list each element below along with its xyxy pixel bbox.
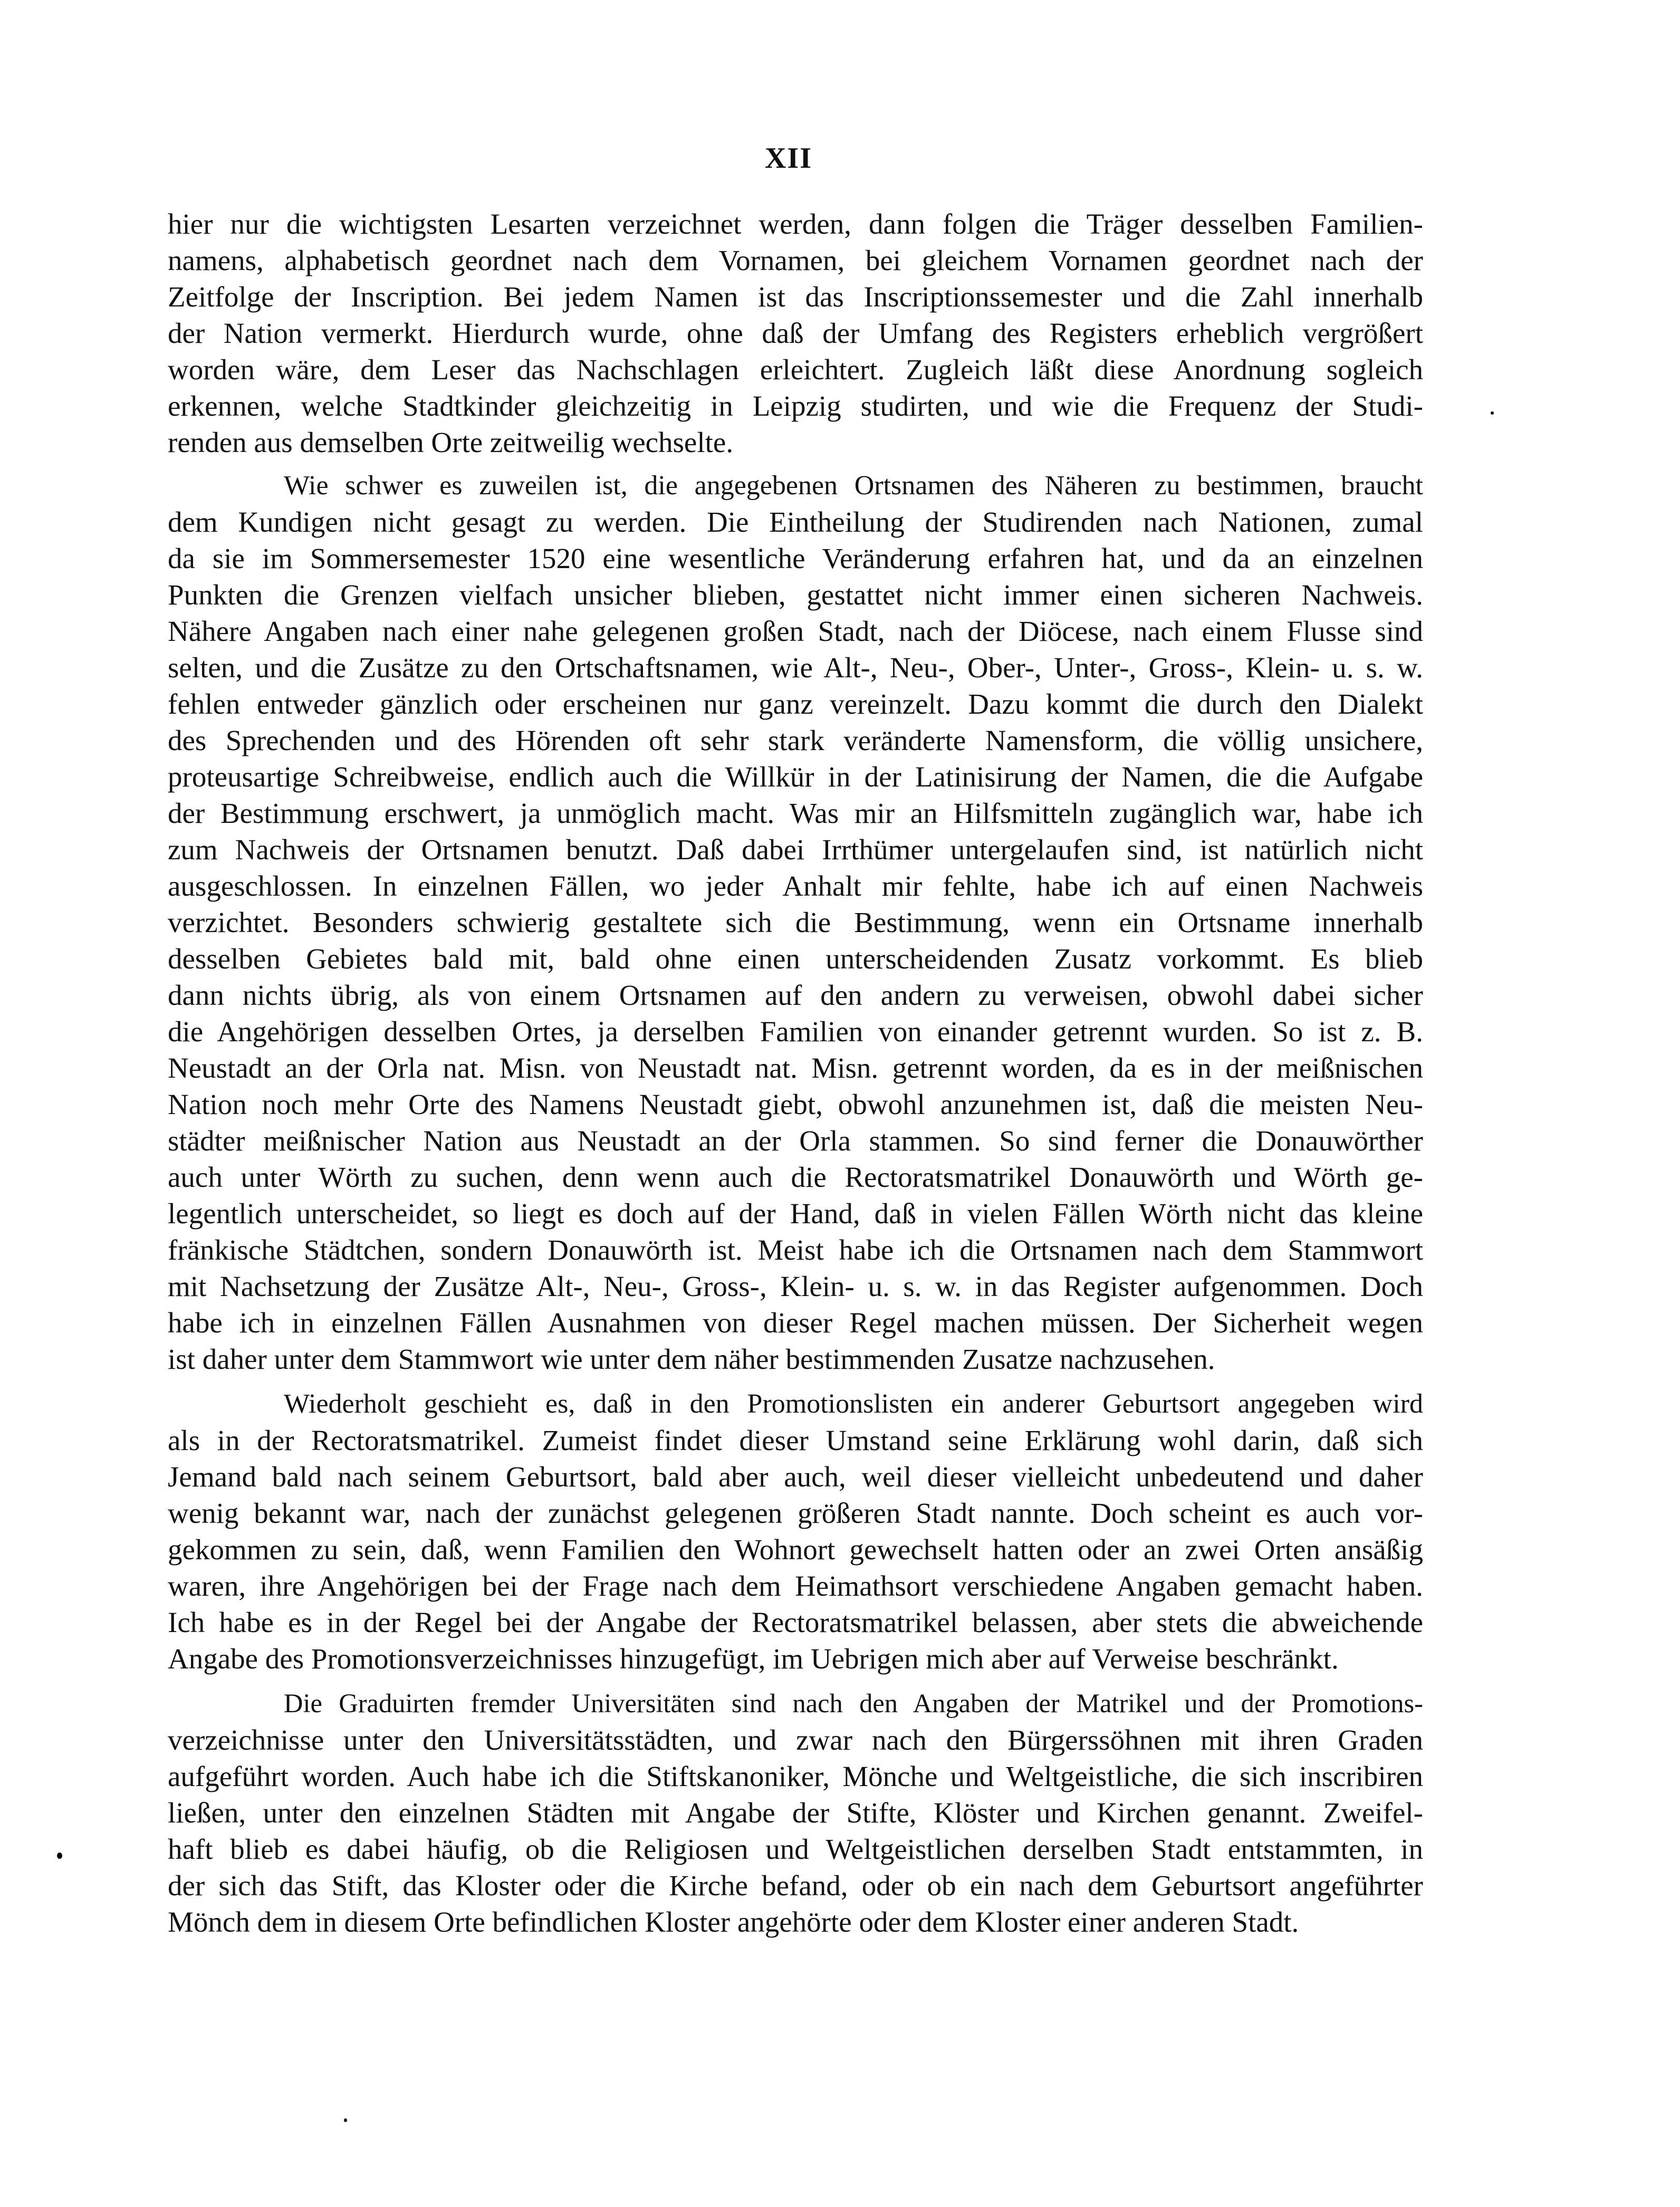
scan-speck [57, 1853, 62, 1859]
text-line: ausgeschlossen. In einzelnen Fällen, wo jeder Anhalt mir fehlte, habe ich auf einen Nachweis [168, 870, 1423, 902]
text-line: worden wäre, dem Leser das Nachschlagen erleichtert. Zugleich läßt diese Anordnung sogleich [168, 353, 1423, 386]
text-line: Mönch dem in diesem Orte befindlichen Kloster angehörte oder dem Kloster einer anderen Stadt. [168, 1906, 1299, 1938]
text-line: ließen, unter den einzelnen Städten mit Angabe der Stifte, Klöster und Kirchen genannt. Zweifel- [168, 1797, 1423, 1829]
text-line: Jemand bald nach seinem Geburtsort, bald aber auch, weil dieser vielleicht unbedeutend und daher [168, 1461, 1423, 1493]
text-line: erkennen, welche Stadtkinder gleichzeitig in Leipzig studirten, und wie die Frequenz der Studi- [168, 390, 1423, 422]
text-line: der Nation vermerkt. Hierdurch wurde, ohne daß der Umfang des Registers erheblich vergrößert [168, 317, 1423, 349]
text-line: Angabe des Promotionsverzeichnisses hinzugefügt, im Uebrigen mich aber auf Verweise beschränkt. [168, 1643, 1339, 1675]
text-line: Zeitfolge der Inscription. Bei jedem Namen ist das Inscriptionssemester und die Zahl innerhalb [168, 281, 1423, 313]
text-line: Neustadt an der Orla nat. Misn. von Neustadt nat. Misn. getrennt worden, da es in der meißnischen [168, 1052, 1423, 1084]
text-line: gekommen zu sein, daß, wenn Familien den Wohnort gewechselt hatten oder an zwei Orten ansäßig [168, 1533, 1423, 1566]
text-line: des Sprechenden und des Hörenden oft sehr stark veränderte Namensform, die völlig unsichere, [168, 724, 1423, 756]
text-line: Punkten die Grenzen vielfach unsicher blieben, gestattet nicht immer einen sicheren Nachweis. [168, 579, 1423, 611]
text-line: renden aus demselben Orte zeitweilig wechselte. [168, 426, 734, 458]
text-line: auch unter Wörth zu suchen, denn wenn auch die Rectoratsmatrikel Donauwörth und Wörth ge- [168, 1161, 1423, 1193]
text-line: mit Nachsetzung der Zusätze Alt-, Neu-, Gross-, Klein- u. s. w. in das Register aufgenommen. Doch [168, 1270, 1423, 1302]
paragraph [168, 467, 1423, 1377]
text-line: verzichtet. Besonders schwierig gestaltete sich die Bestimmung, wenn ein Ortsname innerhalb [168, 906, 1423, 938]
body-text [168, 206, 1423, 1947]
text-line: dann nichts übrig, als von einem Ortsnamen auf den andern zu verweisen, obwohl dabei sicher [168, 979, 1423, 1011]
text-line: selten, und die Zusätze zu den Ortschaftsnamen, wie Alt-, Neu-, Ober-, Unter-, Gross-, Klein- u. s. w. [168, 651, 1423, 684]
text-line: fränkische Städtchen, sondern Donauwörth ist. Meist habe ich die Ortsnamen nach dem Stammwort [168, 1234, 1423, 1266]
text-line: verzeichnisse unter den Universitätsstädten, und zwar nach den Bürgerssöhnen mit ihren Graden [168, 1724, 1423, 1756]
paragraph [168, 1386, 1423, 1677]
text-line: die Angehörigen desselben Ortes, ja derselben Familien von einander getrennt wurden. So ist z. B. [168, 1015, 1423, 1048]
text-line: da sie im Sommersemester 1520 eine wesentliche Veränderung erfahren hat, und da an einzelnen [168, 542, 1423, 574]
text-line: wenig bekannt war, nach der zunächst gelegenen größeren Stadt nannte. Doch scheint es auch vor- [168, 1497, 1423, 1529]
text-line: haft blieb es dabei häufig, ob die Religiosen und Weltgeistlichen derselben Stadt entstammten, in [168, 1833, 1423, 1865]
text-line: namens, alphabetisch geordnet nach dem Vornamen, bei gleichem Vornamen geordnet nach der [168, 244, 1423, 276]
text-line: Wie schwer es zuweilen ist, die angegebenen Ortsnamen des Näheren zu bestimmen, braucht [284, 471, 1423, 501]
page-number: XII [764, 142, 813, 175]
text-line: Wiederholt geschieht es, daß in den Promotionslisten ein anderer Geburtsort angegeben wird [284, 1389, 1423, 1419]
text-line: zum Nachweis der Ortsnamen benutzt. Daß dabei Irrthümer untergelaufen sind, ist natürlich nicht [168, 833, 1423, 866]
text-line: städter meißnischer Nation aus Neustadt an der Orla stammen. So sind ferner die Donauwörther [168, 1125, 1423, 1157]
scan-speck [344, 2118, 347, 2122]
text-line: proteusartige Schreibweise, endlich auch die Willkür in der Latinisirung der Namen, die die Aufgabe [168, 761, 1423, 793]
text-line: fehlen entweder gänzlich oder erscheinen nur ganz vereinzelt. Dazu kommt die durch den Dialekt [168, 688, 1423, 720]
text-line: Die Graduirten fremder Universitäten sind nach den Angaben der Matrikel und der Promotions- [284, 1688, 1423, 1718]
text-line: desselben Gebietes bald mit, bald ohne einen unterscheidenden Zusatz vorkommt. Es blieb [168, 943, 1423, 975]
text-line: habe ich in einzelnen Fällen Ausnahmen von dieser Regel machen müssen. Der Sicherheit wegen [168, 1307, 1423, 1339]
text-line: legentlich unterscheidet, so liegt es doch auf der Hand, daß in vielen Fällen Wörth nicht das kleine [168, 1197, 1423, 1230]
text-line: waren, ihre Angehörigen bei der Frage nach dem Heimathsort verschiedene Angaben gemacht haben. [168, 1570, 1423, 1602]
text-line: dem Kundigen nicht gesagt zu werden. Die Eintheilung der Studirenden nach Nationen, zumal [168, 506, 1423, 538]
text-line: aufgeführt worden. Auch habe ich die Stiftskanoniker, Mönche und Weltgeistliche, die sich inscribiren [168, 1760, 1423, 1792]
paragraph [168, 1685, 1423, 1940]
text-line: der Bestimmung erschwert, ja unmöglich macht. Was mir an Hilfsmitteln zugänglich war, habe ich [168, 797, 1423, 829]
text-line: ist daher unter dem Stammwort wie unter dem näher bestimmenden Zusatze nachzusehen. [168, 1343, 1215, 1375]
text-line: Nation noch mehr Orte des Namens Neustadt giebt, obwohl anzunehmen ist, daß die meisten Neu- [168, 1088, 1423, 1120]
text-line: als in der Rectoratsmatrikel. Zumeist findet dieser Umstand seine Erklärung wohl darin, daß sich [168, 1424, 1423, 1456]
paragraph [168, 206, 1423, 460]
text-line: hier nur die wichtigsten Lesarten verzeichnet werden, dann folgen die Träger desselben Familien- [168, 208, 1423, 240]
text-line: Ich habe es in der Regel bei der Angabe der Rectoratsmatrikel belassen, aber stets die abweichende [168, 1606, 1423, 1638]
scan-speck [1491, 411, 1494, 415]
text-line: Nähere Angaben nach einer nahe gelegenen großen Stadt, nach der Diöcese, nach einem Flusse sind [168, 615, 1423, 647]
text-line: der sich das Stift, das Kloster oder die Kirche befand, oder ob ein nach dem Geburtsort angeführter [168, 1869, 1423, 1902]
